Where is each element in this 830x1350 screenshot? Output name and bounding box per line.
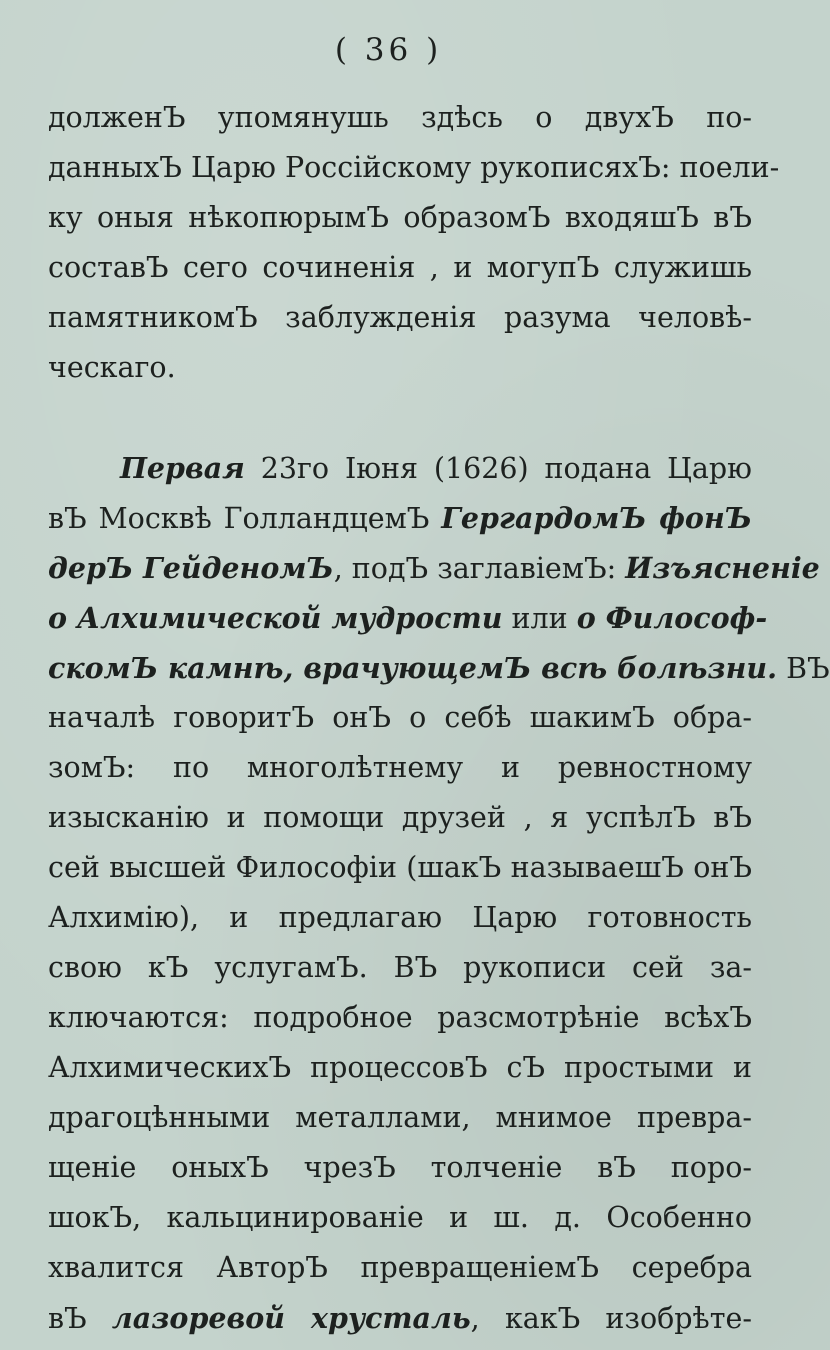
text-fragment: или: [502, 602, 577, 635]
text-line: [48, 448, 752, 488]
italic-term: Изъясненіе: [625, 551, 820, 585]
text-line: свою кЪ услугамЪ. ВЪ рукописи сей за-: [48, 951, 752, 984]
text-line: шокЪ, кальцинированіе и ш. д. Особенно: [48, 1201, 752, 1234]
text-line: [48, 498, 752, 538]
text-line: [48, 598, 768, 638]
text-fragment: вЪ Москвѣ ГолландцемЪ: [48, 502, 442, 535]
text-line: хвалится АвторЪ превращеніемЪ серебра: [48, 1251, 752, 1284]
text-line: драгоцѣнными металлами, мнимое превра-: [48, 1101, 752, 1134]
text-line: щеніе оныхЪ чрезЪ толченіе вЪ поро-: [48, 1151, 752, 1184]
text-line: зомЪ: по многолѣтнему и ревностному: [48, 751, 752, 784]
text-line: сей высшей Философіи (шакЪ называешЪ онЪ: [48, 851, 752, 884]
text-line: ключаются: подробное разсмотрѣніе всѣхЪ: [48, 1001, 752, 1034]
text-line: началѣ говоритЪ онЪ о себѣ шакимЪ обра-: [48, 701, 752, 734]
text-line: Алхимію), и предлагаю Царю готовность: [48, 901, 752, 934]
text-fragment: ВЪ: [777, 652, 830, 685]
text-line: изысканію и помощи друзей , я успѣлЪ вЪ: [48, 801, 752, 834]
text-line: [48, 548, 820, 588]
text-line: ку оныя нѣкопюрымЪ образомЪ входяшЪ вЪ: [48, 201, 752, 234]
text-line: долженЪ упомянушь здѣсь о двухЪ по-: [48, 101, 752, 134]
text-line: [48, 1298, 752, 1338]
italic-term: дерЪ ГейденомЪ: [48, 551, 334, 585]
page-number: ( 36 ): [334, 32, 443, 68]
text-line: составЪ сего сочиненія , и могупЪ служишь: [48, 251, 752, 284]
text-line: ческаго.: [48, 351, 176, 384]
italic-term: о Философ-: [576, 601, 768, 635]
italic-term: о Алхимической мудрости: [48, 601, 503, 635]
italic-term: скомЪ камнѣ, врачующемЪ всѣ болѣзни.: [48, 651, 778, 685]
text-line: [48, 648, 830, 688]
italic-term: лазоревой хрусталь: [111, 1301, 471, 1335]
italic-term: ГергардомЪ фонЪ: [441, 501, 752, 535]
text-fragment: вЪ: [48, 1302, 112, 1335]
text-fragment: , подЪ заглавіемЪ:: [333, 552, 626, 585]
italic-term: Первая: [120, 451, 245, 485]
text-line: памятникомЪ заблужденія разума человѣ-: [48, 301, 752, 334]
text-fragment: , какЪ изобрѣте-: [470, 1302, 752, 1335]
text-fragment: 23го Іюня (1626) подана Царю: [244, 452, 752, 485]
text-line: АлхимическихЪ процессовЪ сЪ простыми и: [48, 1051, 752, 1084]
text-line: данныхЪ Царю Россійскому рукописяхЪ: поели-: [48, 151, 780, 184]
